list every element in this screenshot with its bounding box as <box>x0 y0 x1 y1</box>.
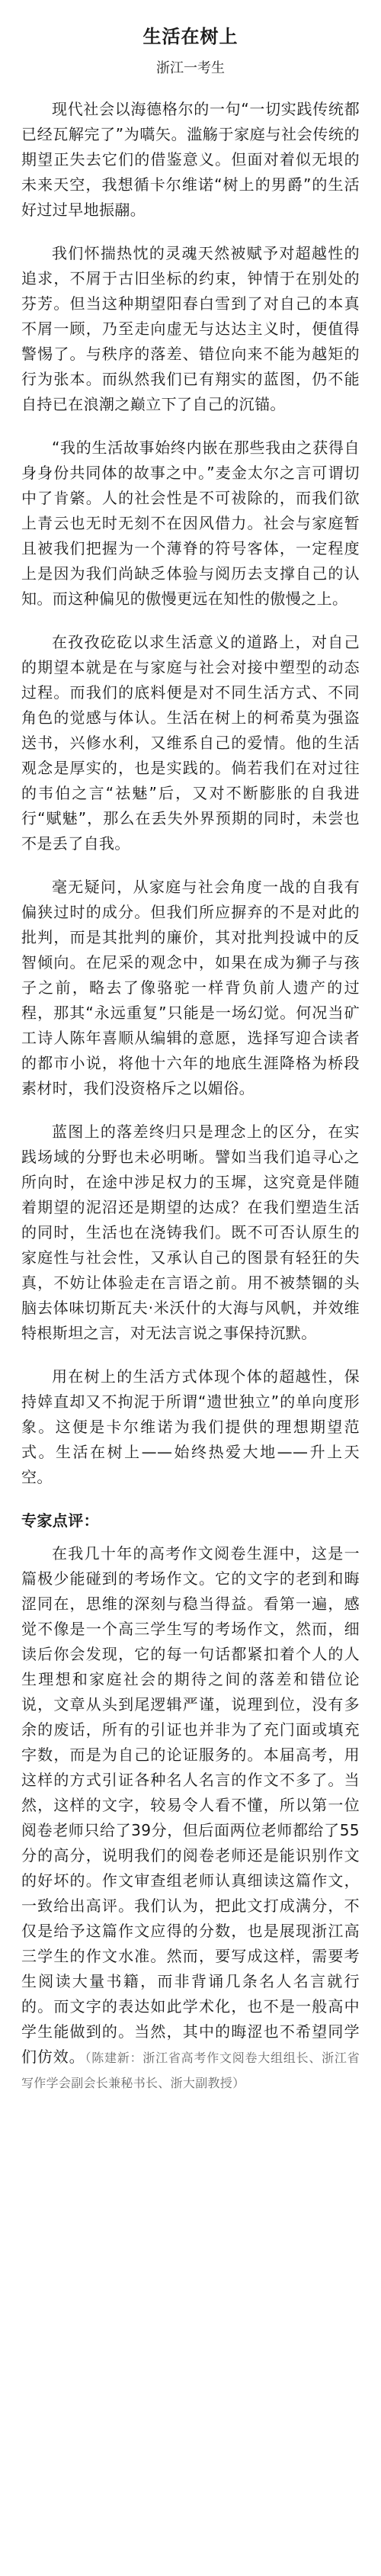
expert-comment-credit: （陈建新：浙江省高考作文阅卷大组组长、浙江省写作学会副会长兼秘书长、浙大副教授） <box>21 2051 360 2090</box>
article-paragraph-3: “我的生活故事始终内嵌在那些我由之获得自身身份共同体的故事之中。”麦金太尔之言可谓切中了肯綮。人的社会性是不可祓除的，而我们欲上青云也无时无刻不在因风借力。社会与家庭暂且被我们把握为一个薄脊的符号客体，一定程度上是因为我们尚缺乏体验与阅历去支撑自己的认知。而这种偏见的傲慢更远在知性的傲慢之上。 <box>21 438 360 608</box>
expert-comment-text: 在我几十年的高考作文阅卷生涯中，这是一篇极少能碰到的考场作文。它的文字的老到和晦涩同在，思维的深刻与稳当得益。看第一遍，感觉不像是一个高三学生写的考场作文，然而，细读后你会发现，它的每一句话都紧扣着个人的人生理想和家庭社会的期待之间的落差和错位论说，文章从头到尾逻辑严谨，说理到位，没有多余的废话，所有的引证也并非为了充门面或填充字数，而是为自己的论证服务的。本届高考，用这样的方式引证各种名人名言的作文不多了。当然，这样的文字，较易令人看不懂，所以第一位阅卷老师只给了39分，但后面两位老师都给了55分的高分，说明我们的阅卷老师还是能识别作文的好坏的。作文审查组老师认真细读这篇作文，一致给出高评。我们认为，把此文打成满分，不仅是给予这篇作文应得的分数，也是展现浙江高三学生的作文水准。然而，要写成这样，需要考生阅读大量书籍，而非背诵几条名人名言就行的。而文字的表达如此学术化，也不是一般高中学生能做到的。当然，其中的晦涩也不希望同学们仿效。 <box>21 1544 360 2066</box>
article-paragraph-1: 现代社会以海德格尔的一句“一切实践传统都已经瓦解完了”为嚆矢。滥觞于家庭与社会传统的期望正失去它们的借鉴意义。但面对着似无垠的未来天空，我想循卡尔维诺“树上的男爵”的生活好过过早地振翮。 <box>21 100 360 219</box>
article-title: 生活在树上 <box>142 26 239 47</box>
expert-comment-paragraph <box>21 1541 360 2095</box>
article-paragraph-6: 蓝图上的落差终归只是理念上的区分，在实践场域的分野也未必明晰。譬如当我们追寻心之所向时，在途中涉足权力的玉墀，这究竟是伴随着期望的泥沼还是期望的达成？在我们塑造生活的同时，生活也在浇铸我们。既不可否认原生的家庭性与社会性，又承认自己的图景有轻狂的失真，不妨让体验走在言语之前。用不被禁锢的头脑去体味切斯瓦夫·米沃什的大海与风帆，并效维特根斯坦之言，对无法言说之事保持沉默。 <box>21 1123 360 1342</box>
article-paragraph-2: 我们怀揣热忱的灵魂天然被赋予对超越性的追求，不屑于古旧坐标的约束，钟情于在别处的芬芳。但当这种期望阳春白雪到了对自己的本真不屑一顾，乃至走向虚无与达达主义时，便值得警惕了。与秩序的落差、错位向来不能为越矩的行为张本。而纵然我们已有翔实的蓝图，仍不能自持已在浪潮之巅立下了自己的沉锚。 <box>21 244 360 413</box>
article-paragraph-5: 毫无疑问，从家庭与社会角度一战的自我有偏狭过时的成分。但我们所应摒弃的不是对此的批判，而是其批判的廉价，其对批判投诚中的反智倾向。在尼采的观念中，如果在成为狮子与孩子之前，略去了像骆驼一样背负前人遗产的过程，那其“永远重复”只能是一场幻觉。何况当矿工诗人陈年喜顺从编辑的意愿，选择写迎合读者的都市小说，将他十六年的地底生涯降格为桥段素材时，我们没资格斥之以媚俗。 <box>21 878 360 1097</box>
article-byline: 浙江一考生 <box>156 60 225 76</box>
expert-comment-label: 专家点评： <box>21 1511 99 1530</box>
article-paragraph-7: 用在树上的生活方式体现个体的超越性，保持婞直却又不拘泥于所谓“遗世独立”的单向度形象。这便是卡尔维诺为我们提供的理想期望范式。生活在树上——始终热爱大地——升上天空。 <box>21 1367 360 1486</box>
article-paragraph-4: 在孜孜矻矻以求生活意义的道路上，对自己的期望本就是在与家庭与社会对接中塑型的动态过程。而我们的底料便是对不同生活方式、不同角色的觉感与体认。生活在树上的柯希莫为强盗送书，兴修水利，又维系自己的爱情。他的生活观念是厚实的，也是实践的。倘若我们在对过往的韦伯之言“祛魅”后，又对不断膨胀的自我进行“赋魅”，那么在丢失外界预期的同时，未尝也不是丢了自我。 <box>21 633 360 853</box>
